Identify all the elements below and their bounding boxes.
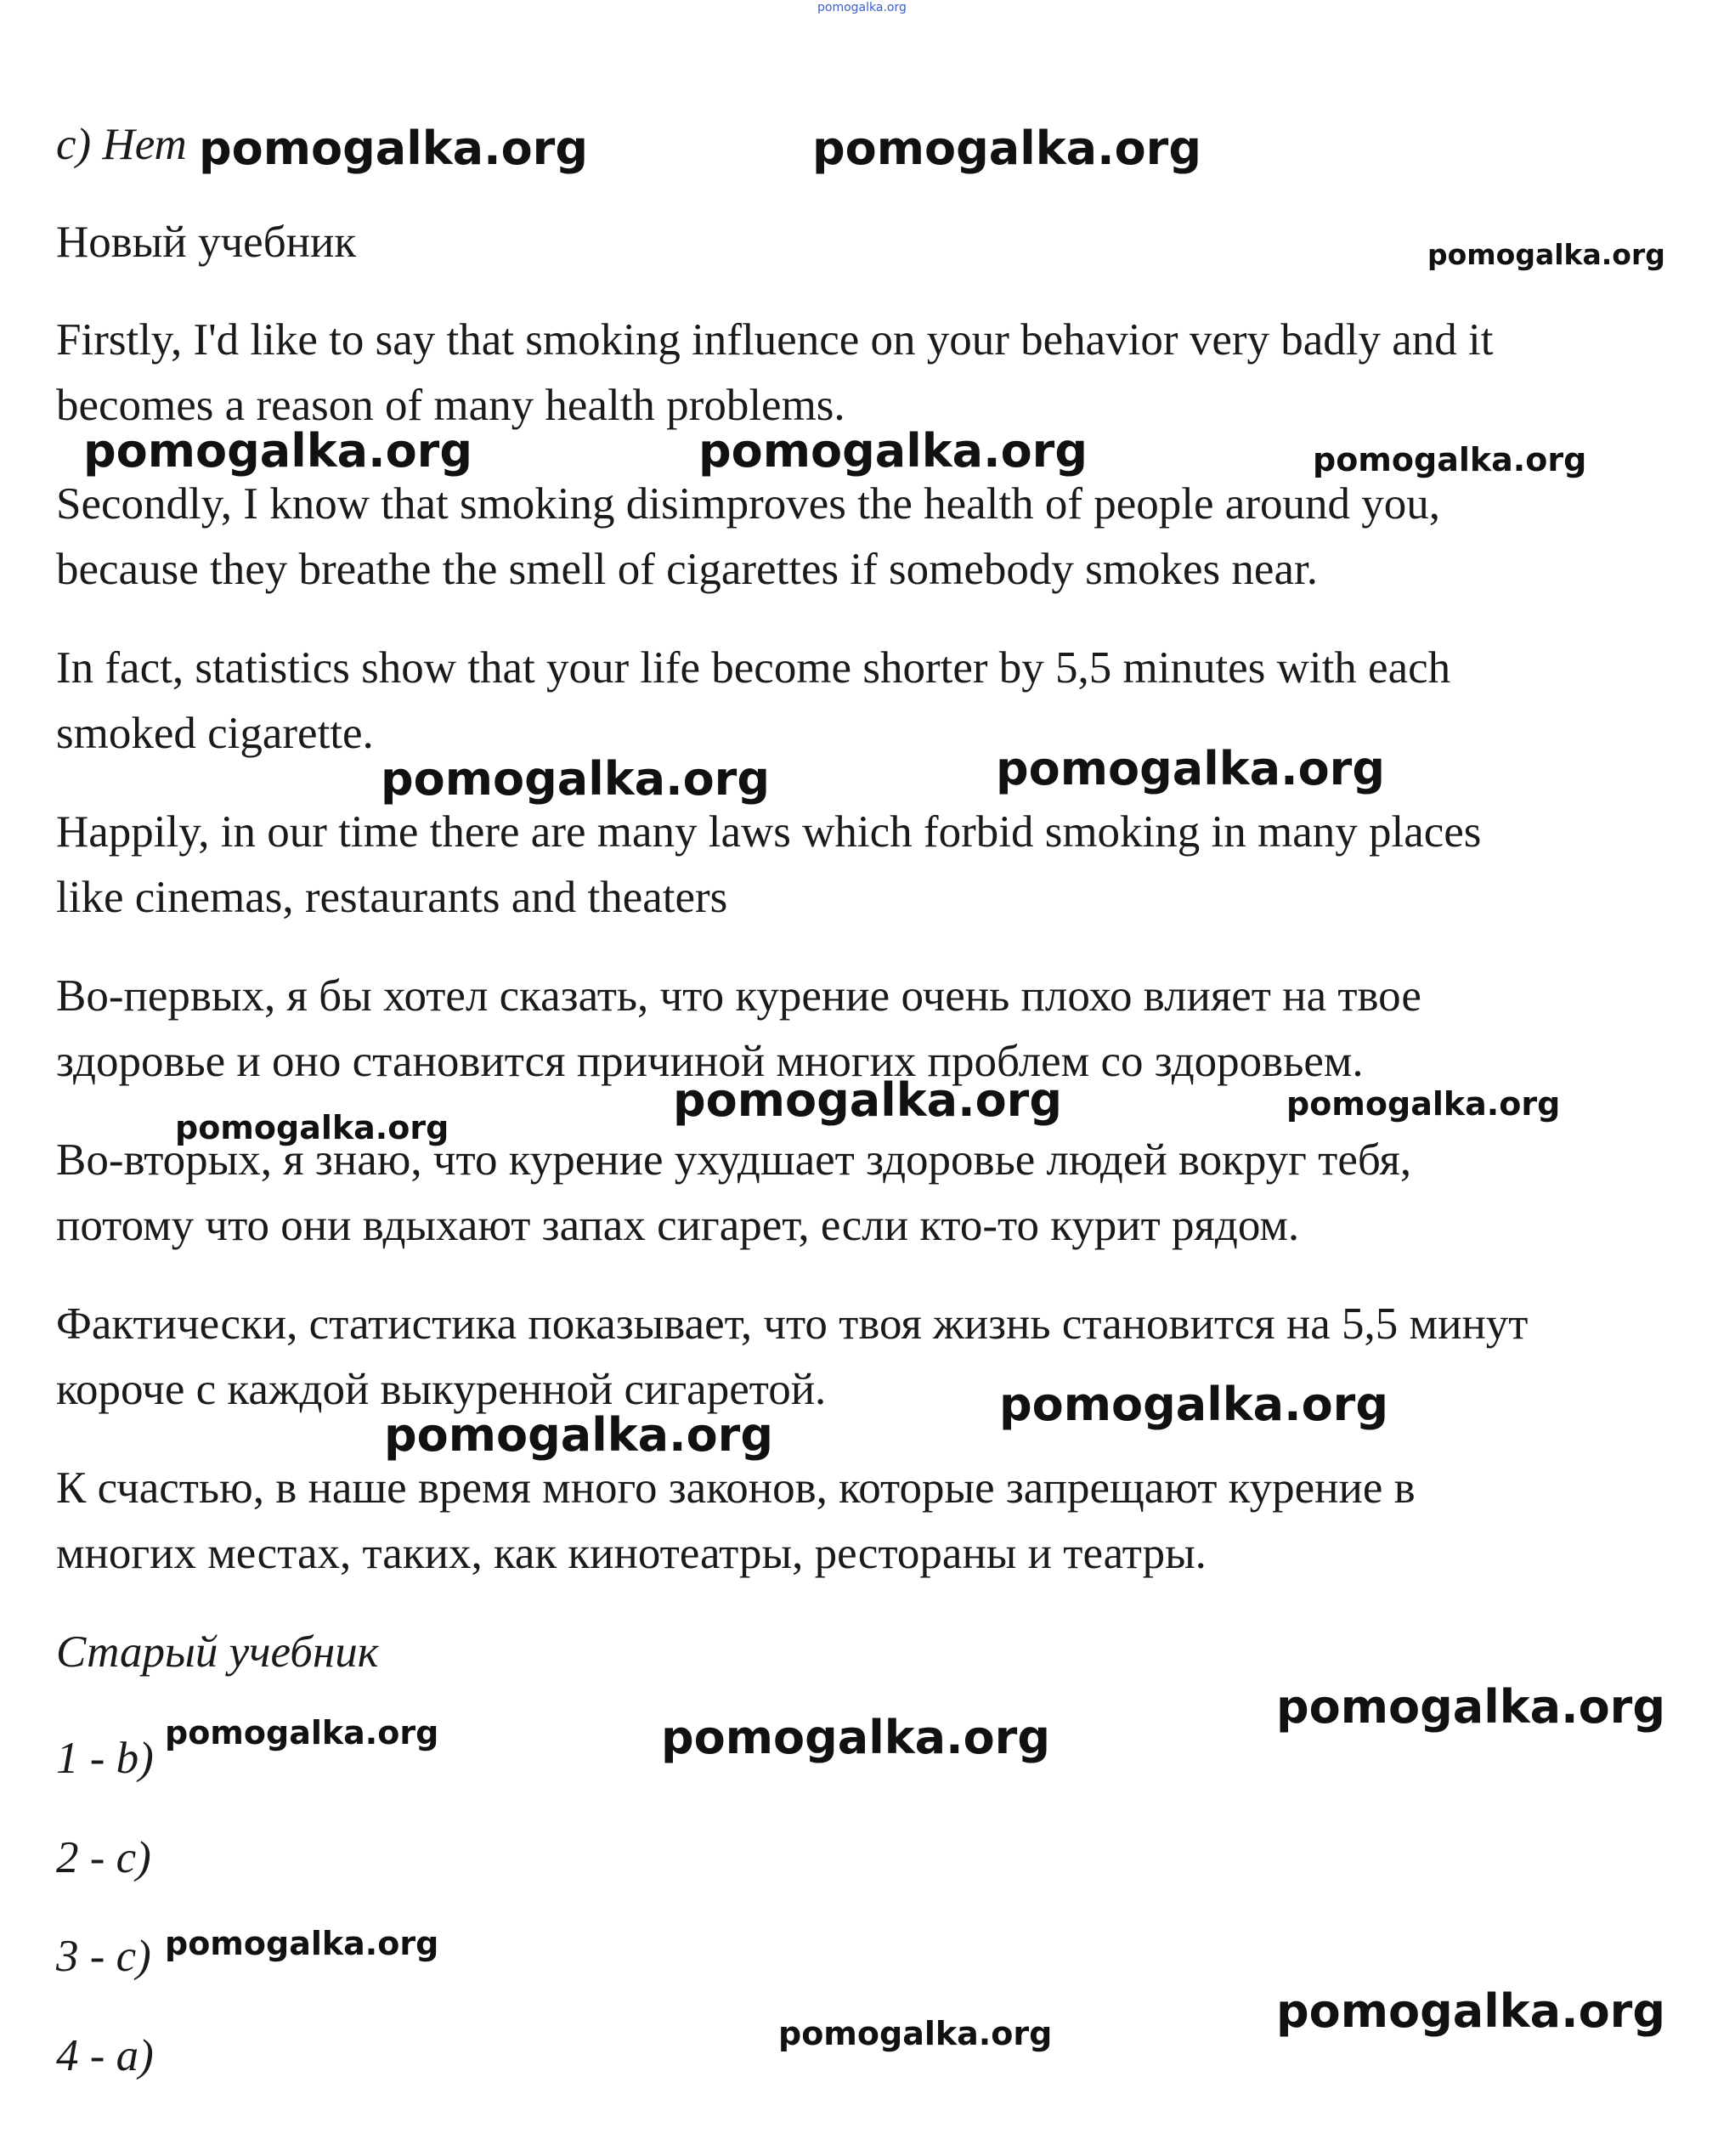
answer-c-no: c) Нет (56, 120, 187, 169)
watermark: pomogalka.org (698, 424, 1088, 478)
ru-paragraph-3-line-1: Фактически, статистика показывает, что твоя жизнь становится на 5,5 минут (56, 1299, 1529, 1349)
watermark: pomogalka.org (165, 1714, 439, 1751)
en-paragraph-3-line-1: In fact, statistics show that your life become shorter by 5,5 minutes with each (56, 643, 1451, 693)
watermark: pomogalka.org (1276, 1680, 1665, 1734)
section-old-textbook: Старый учебник (56, 1627, 379, 1677)
en-paragraph-4-line-1: Happily, in our time there are many laws which forbid smoking in many places (56, 807, 1482, 857)
ru-paragraph-4-line-1: К счастью, в наше время много законов, которые запрещают курение в (56, 1463, 1416, 1513)
watermark: pomogalka.org (1276, 1984, 1665, 2038)
watermark: pomogalka.org (83, 424, 472, 478)
en-paragraph-4-line-2: like cinemas, restaurants and theaters (56, 873, 728, 922)
watermark: pomogalka.org (778, 2015, 1053, 2052)
en-paragraph-3-line-2: smoked cigarette. (56, 709, 374, 758)
answer-item-3: 3 - c) (56, 1932, 151, 1981)
watermark: pomogalka.org (661, 1711, 1050, 1764)
answer-item-2: 2 - c) (56, 1833, 151, 1882)
ru-paragraph-2-line-2: потому что они вдыхают запах сигарет, если кто-то курит рядом. (56, 1201, 1300, 1250)
watermark: pomogalka.org (812, 122, 1201, 175)
answer-item-1: 1 - b) (56, 1734, 154, 1783)
watermark: pomogalka.org (1313, 441, 1587, 478)
ru-paragraph-3-line-2: короче с каждой выкуренной сигаретой. (56, 1365, 827, 1414)
watermark: pomogalka.org (1427, 238, 1665, 271)
en-paragraph-2-line-2: because they breathe the smell of cigarettes if somebody smokes near. (56, 545, 1318, 594)
ru-paragraph-1-line-1: Во-первых, я бы хотел сказать, что курение очень плохо влияет на твое (56, 971, 1421, 1021)
watermark: pomogalka.org (175, 1109, 449, 1146)
section-new-textbook: Новый учебник (56, 218, 357, 267)
watermark: pomogalka.org (199, 122, 588, 175)
watermark: pomogalka.org (673, 1073, 1062, 1127)
ru-paragraph-1-line-2: здоровье и оно становится причиной многих проблем со здоровьем. (56, 1037, 1364, 1086)
en-paragraph-2-line-1: Secondly, I know that smoking disimproves the health of people around you, (56, 479, 1440, 529)
watermark: pomogalka.org (381, 752, 770, 806)
header-watermark: pomogalka.org (817, 1, 907, 14)
watermark: pomogalka.org (384, 1408, 773, 1462)
watermark: pomogalka.org (165, 1925, 439, 1962)
answer-item-4: 4 - a) (56, 2031, 154, 2080)
watermark: pomogalka.org (996, 742, 1385, 795)
en-paragraph-1-line-2: becomes a reason of many health problems. (56, 381, 845, 430)
en-paragraph-1-line-1: Firstly, I'd like to say that smoking influence on your behavior very badly and it (56, 315, 1494, 365)
watermark: pomogalka.org (1286, 1085, 1561, 1123)
watermark: pomogalka.org (999, 1378, 1388, 1431)
ru-paragraph-2-line-1: Во-вторых, я знаю, что курение ухудшает здоровье людей вокруг тебя, (56, 1135, 1412, 1185)
ru-paragraph-4-line-2: многих местах, таких, как кинотеатры, рестораны и театры. (56, 1529, 1207, 1578)
